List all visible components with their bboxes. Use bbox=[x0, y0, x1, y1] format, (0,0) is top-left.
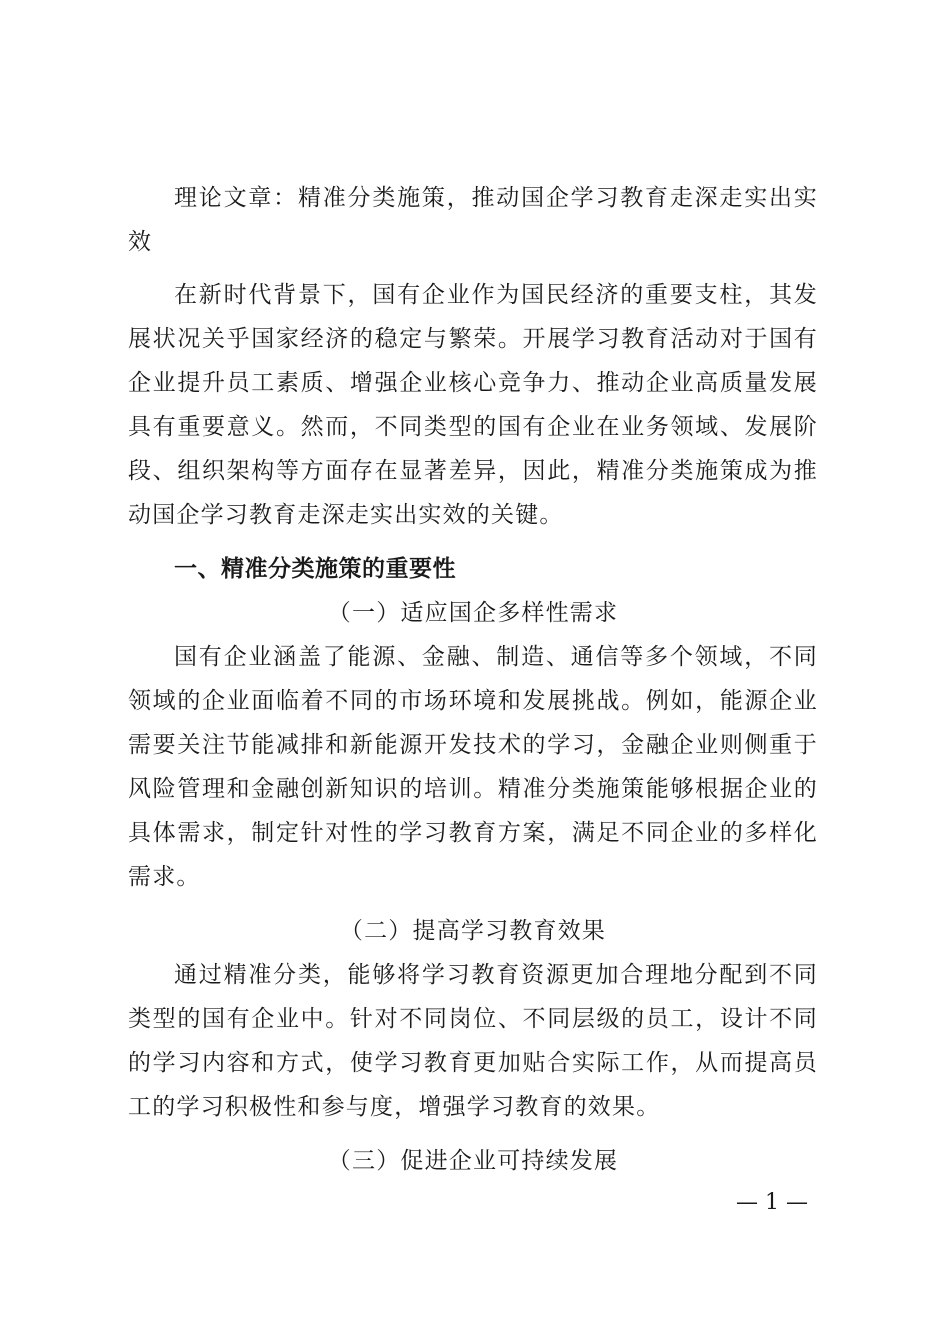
intro-paragraph: 在新时代背景下，国有企业作为国民经济的重要支柱，其发展状况关乎国家经济的稳定与繁荣。开展学习教育活动对于国有企业提升员工素质、增强企业核心竞争力、推动企业高质量发展具有重要意义。然而，不同类型的国有企业在业务领域、发展阶段、组织架构等方面存在显著差异，因此，精准分类施策成为推动国企学习教育走深走实出实效的关键。 bbox=[128, 282, 818, 528]
section-heading-1: 一、精准分类施策的重要性 bbox=[174, 556, 456, 582]
page-number: — 1 — bbox=[736, 1190, 808, 1215]
subsection-body-2: 通过精准分类，能够将学习教育资源更加合理地分配到不同类型的国有企业中。针对不同岗位、不同层级的员工，设计不同的学习内容和方式，使学习教育更加贴合实际工作，从而提高员工的学习积极性和参与度，增强学习教育的效果。 bbox=[128, 962, 818, 1120]
document-body bbox=[128, 176, 818, 1183]
article-title: 理论文章：精准分类施策，推动国企学习教育走深走实出实效 bbox=[128, 185, 818, 255]
subsection-heading-3: （三）促进企业可持续发展 bbox=[327, 1148, 619, 1174]
subsection-heading-1: （一）适应国企多样性需求 bbox=[327, 600, 619, 626]
subsection-heading-2: （二）提高学习教育效果 bbox=[339, 918, 607, 944]
subsection-body-1: 国有企业涵盖了能源、金融、制造、通信等多个领域，不同领域的企业面临着不同的市场环境和发展挑战。例如，能源企业需要关注节能减排和新能源开发技术的学习，金融企业则侧重于风险管理和金融创新知识的培训。精准分类施策能够根据企业的具体需求，制定针对性的学习教育方案，满足不同企业的多样化需求。 bbox=[128, 644, 818, 890]
